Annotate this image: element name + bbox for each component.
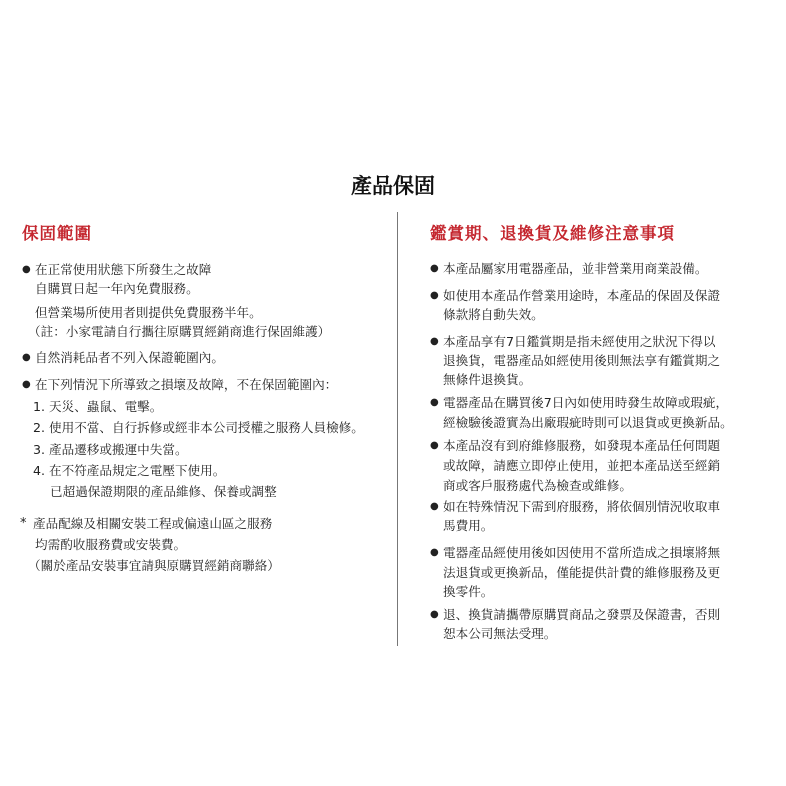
returns-line: 法退貨或更換新品，僅能提供計費的維修服務及更 bbox=[443, 565, 721, 580]
returns-line: 如使用本產品作營業用途時，本產品的保固及保證 bbox=[443, 288, 721, 303]
returns-line: 本產品享有7日鑑賞期是指未經使用之狀況下得以 bbox=[443, 334, 716, 349]
exclusion-item: 1. 天災、蟲鼠、電擊。 bbox=[33, 399, 163, 414]
returns-line: 如在特殊情況下需到府服務，將依個別情況收取車 bbox=[443, 499, 721, 514]
exclusion-item: 已超過保證期限的產品維修、保養或調整 bbox=[50, 484, 277, 499]
scope-note: 產品配線及相關安裝工程或偏遠山區之服務 bbox=[33, 516, 273, 531]
scope-line: 在正常使用狀態下所發生之故障 bbox=[35, 262, 212, 277]
returns-line: 電器產品在購買後7日內如使用時發生故障或瑕疵， bbox=[443, 395, 729, 410]
bullet-icon: ● bbox=[430, 609, 439, 620]
exclusion-item: 4. 在不符產品規定之電壓下使用。 bbox=[33, 463, 226, 478]
scope-line: 自購買日起一年內免費服務。 bbox=[35, 281, 199, 296]
returns-heading: 鑑賞期、退換貨及維修注意事項 bbox=[430, 224, 675, 243]
returns-line: 電器產品經使用後如因使用不當所造成之損壞將無 bbox=[443, 545, 721, 560]
bullet-icon: ● bbox=[430, 397, 439, 408]
returns-line: 條款將自動失效。 bbox=[443, 307, 544, 322]
returns-line: 恕本公司無法受理。 bbox=[443, 626, 557, 641]
warranty-scope-heading: 保固範圍 bbox=[22, 224, 92, 243]
bullet-icon: ● bbox=[22, 264, 31, 275]
returns-line: 馬費用。 bbox=[443, 518, 494, 533]
returns-line: 退換貨，電器產品如經使用後則無法享有鑑賞期之 bbox=[443, 353, 721, 368]
returns-line: 或故障，請應立即停止使用，並把本產品送至經銷 bbox=[443, 458, 721, 473]
bullet-icon: ● bbox=[430, 336, 439, 347]
scope-line: 在下列情況下所導致之損壞及故障，不在保固範圍內： bbox=[35, 377, 338, 392]
column-divider bbox=[397, 212, 398, 646]
returns-line: 本產品沒有到府維修服務，如發現本產品任何問題 bbox=[443, 438, 721, 453]
exclusion-item: 3. 產品遷移或搬運中失當。 bbox=[33, 442, 188, 457]
bullet-icon: ● bbox=[430, 263, 439, 274]
returns-line: 換零件。 bbox=[443, 584, 494, 599]
returns-line: 經檢驗後證實為出廠瑕疵時則可以退貨或更換新品。 bbox=[443, 415, 733, 430]
returns-line: 無條件退換貨。 bbox=[443, 372, 532, 387]
page-title: 產品保固 bbox=[351, 174, 435, 198]
scope-line: （註：小家電請自行攜往原購買經銷商進行保固維護） bbox=[28, 324, 331, 339]
returns-line: 本產品屬家用電器產品，並非營業用商業設備。 bbox=[443, 261, 708, 276]
bullet-icon: ● bbox=[430, 290, 439, 301]
exclusion-item: 2. 使用不當、自行拆修或經非本公司授權之服務人員檢修。 bbox=[33, 420, 364, 435]
bullet-icon: ● bbox=[430, 501, 439, 512]
scope-note: （關於產品安裝事宜請與原購買經銷商聯絡） bbox=[28, 558, 280, 573]
returns-line: 退、換貨請攜帶原購買商品之發票及保證書，否則 bbox=[443, 607, 721, 622]
asterisk-icon: * bbox=[20, 516, 27, 531]
bullet-icon: ● bbox=[430, 547, 439, 558]
bullet-icon: ● bbox=[22, 379, 31, 390]
scope-line: 自然消耗品者不列入保證範圍內。 bbox=[35, 350, 224, 365]
bullet-icon: ● bbox=[430, 440, 439, 451]
scope-line: 但營業場所使用者則提供免費服務半年。 bbox=[35, 305, 262, 320]
returns-line: 商或客戶服務處代為檢查或維修。 bbox=[443, 478, 632, 493]
scope-note: 均需酌收服務費或安裝費。 bbox=[35, 537, 187, 552]
bullet-icon: ● bbox=[22, 352, 31, 363]
